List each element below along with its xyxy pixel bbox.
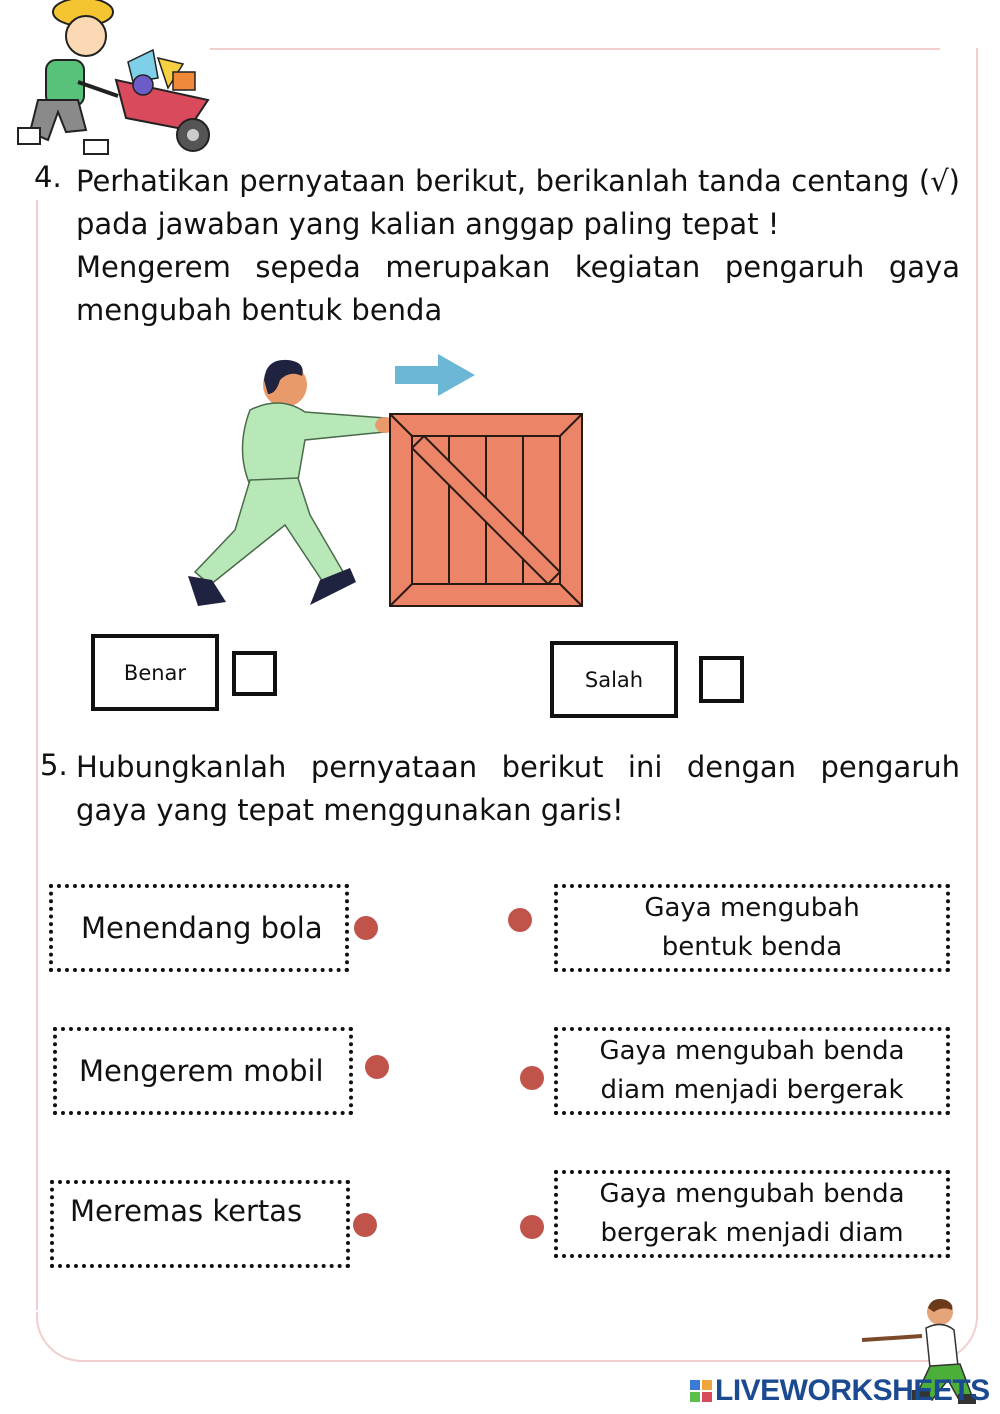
q4-number: 4. [34,160,62,194]
liveworksheets-logo [690,1374,990,1408]
option-benar-checkbox[interactable] [232,651,277,696]
q5-number: 5. [40,748,68,782]
q4-statement: Mengerem sepeda merupakan kegiatan pengaruh gaya mengubah bentuk benda [76,250,960,327]
left-item-3: Meremas kertas [50,1180,350,1268]
q4-text [76,160,960,332]
direction-arrow-icon [395,354,475,396]
liveworksheets-logo-icon [690,1380,712,1402]
page-frame-corner [36,1312,88,1362]
option-salah-label: Salah [550,641,678,718]
option-salah-checkbox[interactable] [699,656,744,703]
crate-icon [390,414,582,606]
q4-instruction: Perhatikan pernyataan berikut, berikanlah tanda centang (√) pada jawaban yang kalian anggap paling tepat ! [76,164,960,241]
option-benar-label: Benar [91,634,219,711]
right-item-3: Gaya mengubah benda bergerak menjadi diam [554,1170,950,1258]
left-dot-1[interactable] [354,916,378,940]
left-dot-3[interactable] [353,1213,377,1237]
right-item-1: Gaya mengubah bentuk benda [554,884,950,972]
page-frame-top [210,48,940,50]
boy-wheelbarrow-illustration [8,0,218,165]
right-dot-2[interactable] [520,1066,544,1090]
man-pushing-crate-illustration [180,350,590,615]
page-frame-left [36,200,38,1310]
q5-instruction: Hubungkanlah pernyataan berikut ini dengan pengaruh gaya yang tepat menggunakan garis! [76,750,960,827]
left-item-2: Mengerem mobil [53,1027,353,1115]
right-dot-3[interactable] [520,1215,544,1239]
liveworksheets-logo-text: LIVEWORKSHEETS [715,1374,990,1407]
right-item-2: Gaya mengubah benda diam menjadi bergerak [554,1027,950,1115]
right-dot-1[interactable] [508,908,532,932]
left-item-1: Menendang bola [49,884,349,972]
left-dot-2[interactable] [365,1055,389,1079]
